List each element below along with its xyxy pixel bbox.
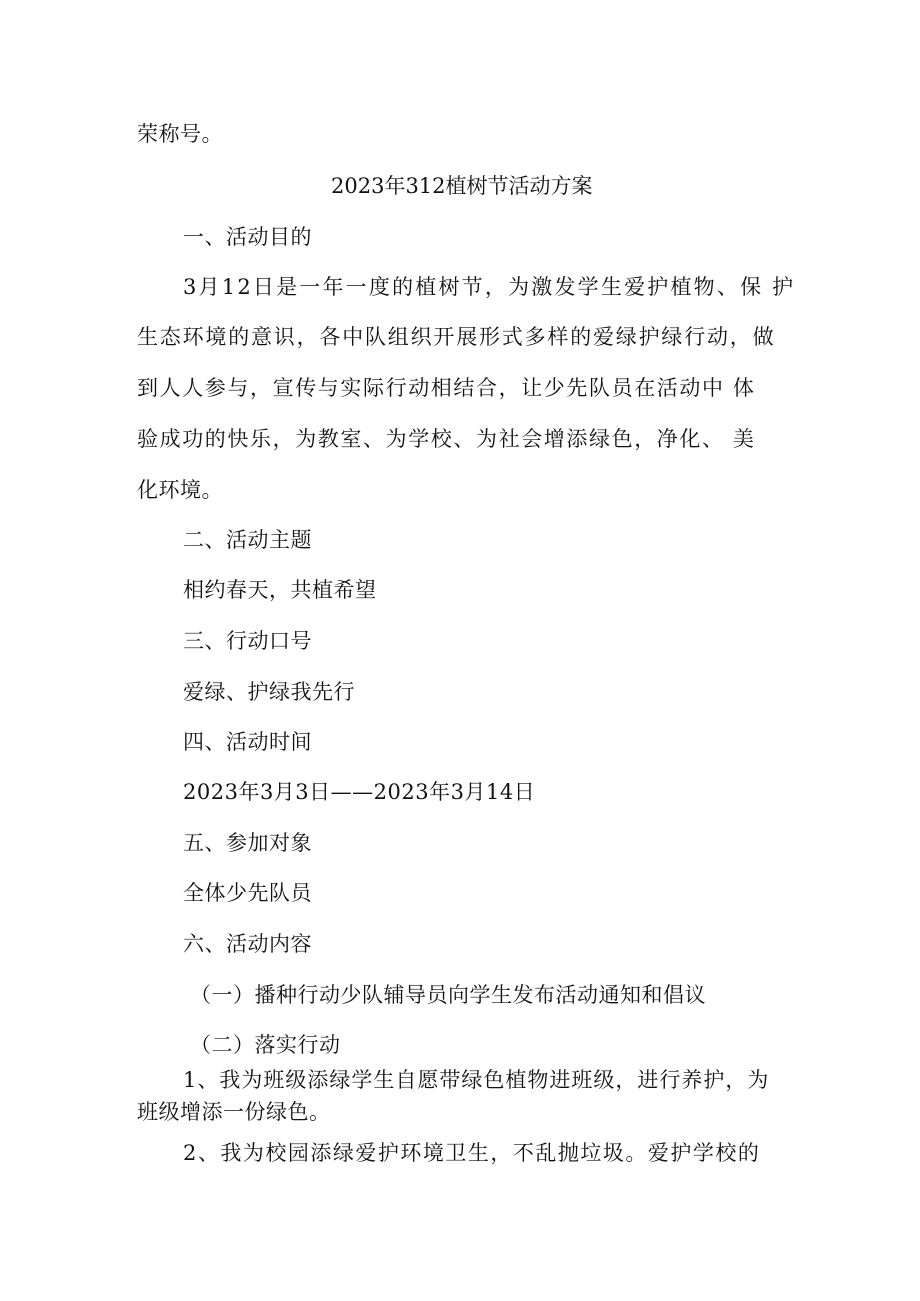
content-item-sowing: （一）播种行动少队辅导员向学生发布活动通知和倡议 [190, 983, 706, 1007]
document-title: 2023年312植树节活动方案 [331, 174, 593, 198]
content-point-1-line-2: 班级增添一份绿色。 [137, 1100, 331, 1124]
section-heading-time: 四、活动时间 [183, 730, 312, 754]
content-point-1-line-1: 1、我为班级添绿学生自愿带绿色植物进班级，进行养护，为 [183, 1068, 770, 1092]
section-heading-purpose: 一、活动目的 [183, 225, 312, 249]
section-heading-slogan: 三、行动口号 [183, 629, 312, 653]
section-heading-participants: 五、参加对象 [183, 831, 312, 855]
purpose-paragraph-line-3: 到人人参与，宣传与实际行动相结合，让少先队员在活动中 体 [137, 376, 756, 400]
section-heading-theme: 二、活动主题 [183, 528, 312, 552]
section-heading-content: 六、活动内容 [183, 932, 312, 956]
theme-text: 相约春天，共植希望 [183, 578, 377, 602]
continuation-text: 荣称号。 [137, 122, 223, 146]
slogan-text: 爱绿、护绿我先行 [183, 680, 355, 704]
participants-text: 全体少先队员 [183, 881, 312, 905]
content-item-implement: （二）落实行动 [190, 1033, 341, 1057]
purpose-paragraph-line-4: 验成功的快乐，为教室、为学校、为社会增添绿色，净化、 美 [137, 427, 756, 451]
time-text: 2023年3月3日——2023年3月14日 [183, 780, 536, 804]
purpose-paragraph-line-1: 3月12日是一年一度的植树节，为激发学生爱护植物、保 护 [183, 275, 796, 299]
purpose-paragraph-line-2: 生态环境的意识，各中队组织开展形式多样的爱绿护绿行动，做 [137, 325, 776, 349]
content-point-2-line-1: 2、我为校园添绿爱护环境卫生，不乱抛垃圾。爱护学校的 [183, 1141, 761, 1165]
purpose-paragraph-line-5: 化环境。 [137, 478, 223, 502]
